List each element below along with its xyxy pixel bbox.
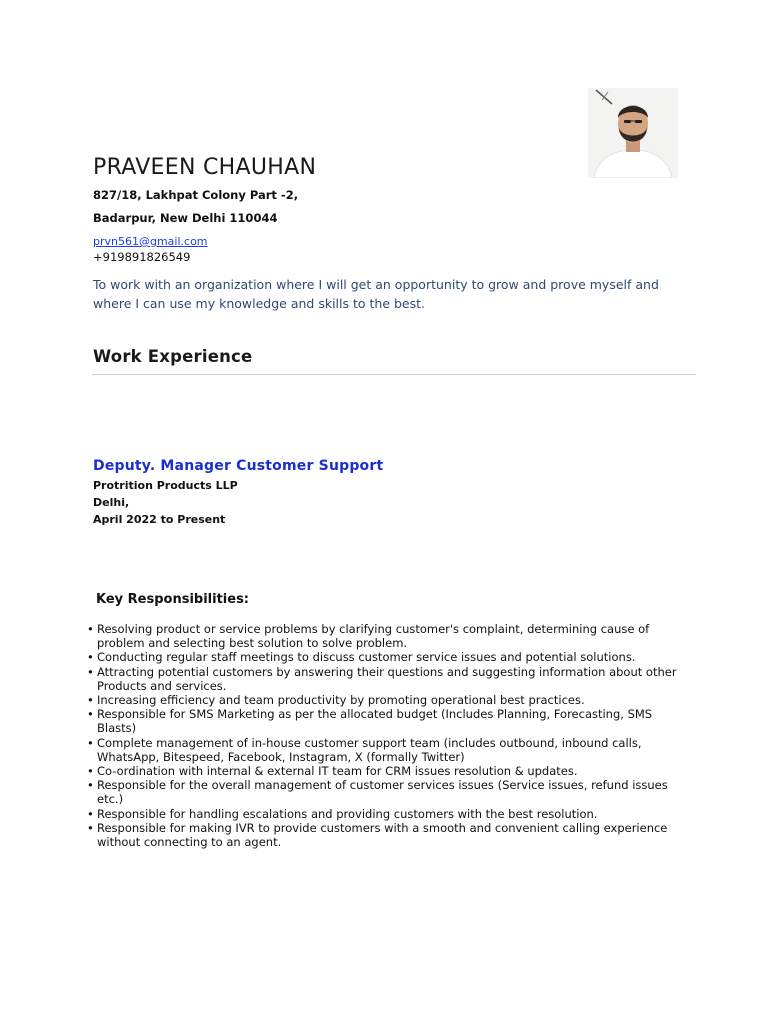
bullet-icon: • bbox=[87, 806, 94, 821]
job-dates: April 2022 to Present bbox=[93, 513, 226, 526]
address-line-1: 827/18, Lakhpat Colony Part -2, bbox=[93, 188, 299, 202]
job-location: Delhi, bbox=[93, 496, 130, 509]
key-responsibilities-heading: Key Responsibilities: bbox=[96, 592, 250, 607]
bullet-icon: • bbox=[87, 650, 94, 665]
list-item: • Increasing efficiency and team productivity by promoting operational best practices. bbox=[87, 693, 585, 708]
bullet-icon: • bbox=[87, 693, 94, 708]
list-item: • Co-ordination with internal & external IT team for CRM issues resolution & updates. bbox=[87, 764, 578, 779]
bullet-icon: • bbox=[87, 764, 94, 779]
list-item: • Responsible for making IVR to provide customers with a smooth and convenient calling experience without connecting to an agent. bbox=[87, 820, 668, 850]
bullet-icon: • bbox=[87, 820, 94, 835]
bullet-icon: • bbox=[87, 664, 94, 679]
profile-photo bbox=[588, 88, 678, 178]
job-title: Deputy. Manager Customer Support bbox=[93, 458, 384, 474]
list-item: • Responsible for SMS Marketing as per the allocated budget (Includes Planning, Forecasting, SMS Blasts) bbox=[87, 707, 653, 736]
candidate-name: PRAVEEN CHAUHAN bbox=[93, 155, 317, 180]
work-experience-heading: Work Experience bbox=[93, 347, 253, 366]
list-item: • Responsible for the overall management of customer services issues (Service issues, refund issues etc.) bbox=[87, 778, 668, 807]
bullet-icon: • bbox=[87, 778, 94, 793]
list-item: • Resolving product or service problems by clarifying customer's complaint, determining cause of problem and selecting best solution to solve problem. bbox=[87, 622, 650, 651]
job-company: Protrition Products LLP bbox=[93, 479, 238, 492]
bullet-icon: • bbox=[87, 707, 94, 722]
list-item: • Attracting potential customers by answering their questions and suggesting information about other Products and services. bbox=[87, 664, 677, 693]
responsibilities-list bbox=[87, 622, 687, 849]
section-divider bbox=[92, 374, 696, 375]
career-objective: To work with an organization where I will get an opportunity to grow and prove myself and where I can use my knowledge and skills to the best. bbox=[93, 277, 659, 311]
bullet-icon: • bbox=[87, 735, 94, 750]
bullet-icon: • bbox=[87, 622, 94, 636]
phone-number: +919891826549 bbox=[93, 250, 191, 264]
list-item: • Responsible for handling escalations and providing customers with the best resolution. bbox=[87, 806, 598, 821]
list-item: • Complete management of in-house customer support team (includes outbound, inbound calls, WhatsApp, Bitespeed, Facebook, Instagram, X (formally Twitter) bbox=[87, 735, 642, 764]
address-line-2: Badarpur, New Delhi 110044 bbox=[93, 211, 278, 225]
list-item: • Conducting regular staff meetings to discuss customer service issues and potential solutions. bbox=[87, 650, 636, 665]
email-link[interactable]: prvn561@gmail.com bbox=[93, 235, 208, 248]
